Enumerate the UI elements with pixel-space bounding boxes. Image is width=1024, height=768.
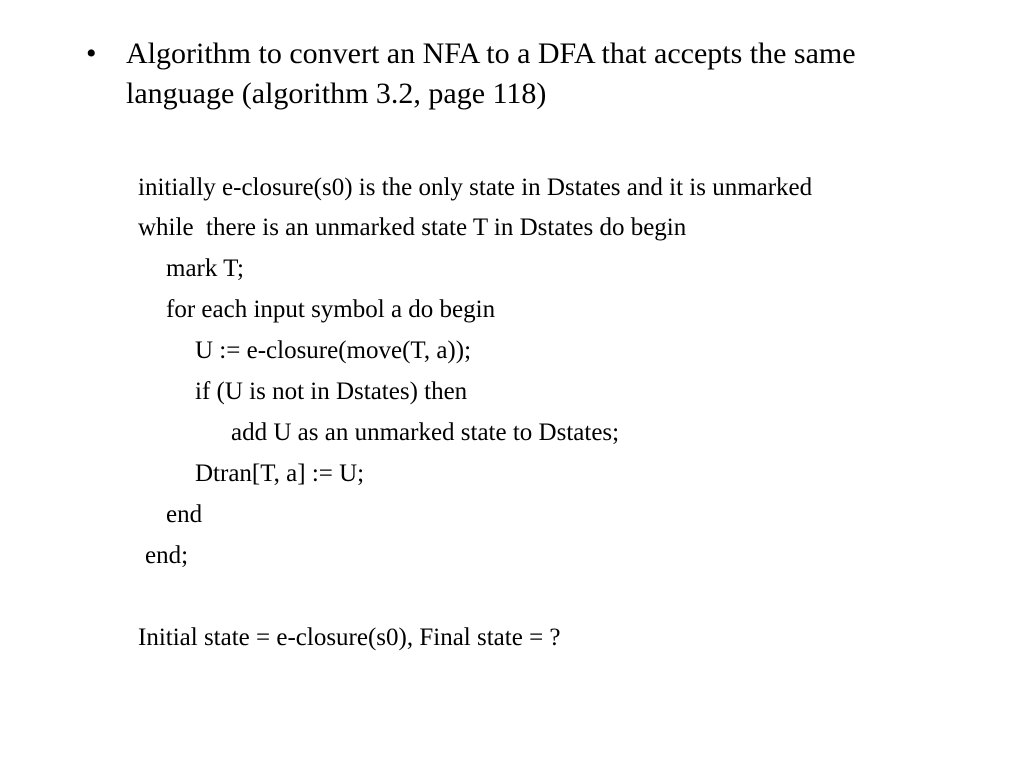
bullet-icon: • bbox=[86, 37, 97, 70]
algorithm-line-add: add U as an unmarked state to Dstates; bbox=[231, 419, 620, 446]
bullet-text: Algorithm to convert an NFA to a DFA that accepts the same language (algorithm 3.2, page 118) bbox=[126, 37, 856, 110]
algorithm-line-u-assign: U := e-closure(move(T, a)); bbox=[195, 337, 472, 364]
algorithm-line-end-outer: end; bbox=[145, 542, 189, 569]
footer-note: Initial state = e-closure(s0), Final state = ? bbox=[138, 624, 561, 651]
algorithm-line-while: while there is an unmarked state T in Dstates do begin bbox=[138, 214, 687, 241]
algorithm-line-initially: initially e-closure(s0) is the only state in Dstates and it is unmarked bbox=[138, 174, 813, 201]
algorithm-line-if: if (U is not in Dstates) then bbox=[195, 378, 468, 405]
algorithm-line-for-each: for each input symbol a do begin bbox=[166, 296, 496, 323]
algorithm-line-mark: mark T; bbox=[166, 255, 245, 282]
algorithm-line-dtran: Dtran[T, a] := U; bbox=[195, 460, 365, 487]
algorithm-line-end-inner: end bbox=[166, 501, 203, 528]
